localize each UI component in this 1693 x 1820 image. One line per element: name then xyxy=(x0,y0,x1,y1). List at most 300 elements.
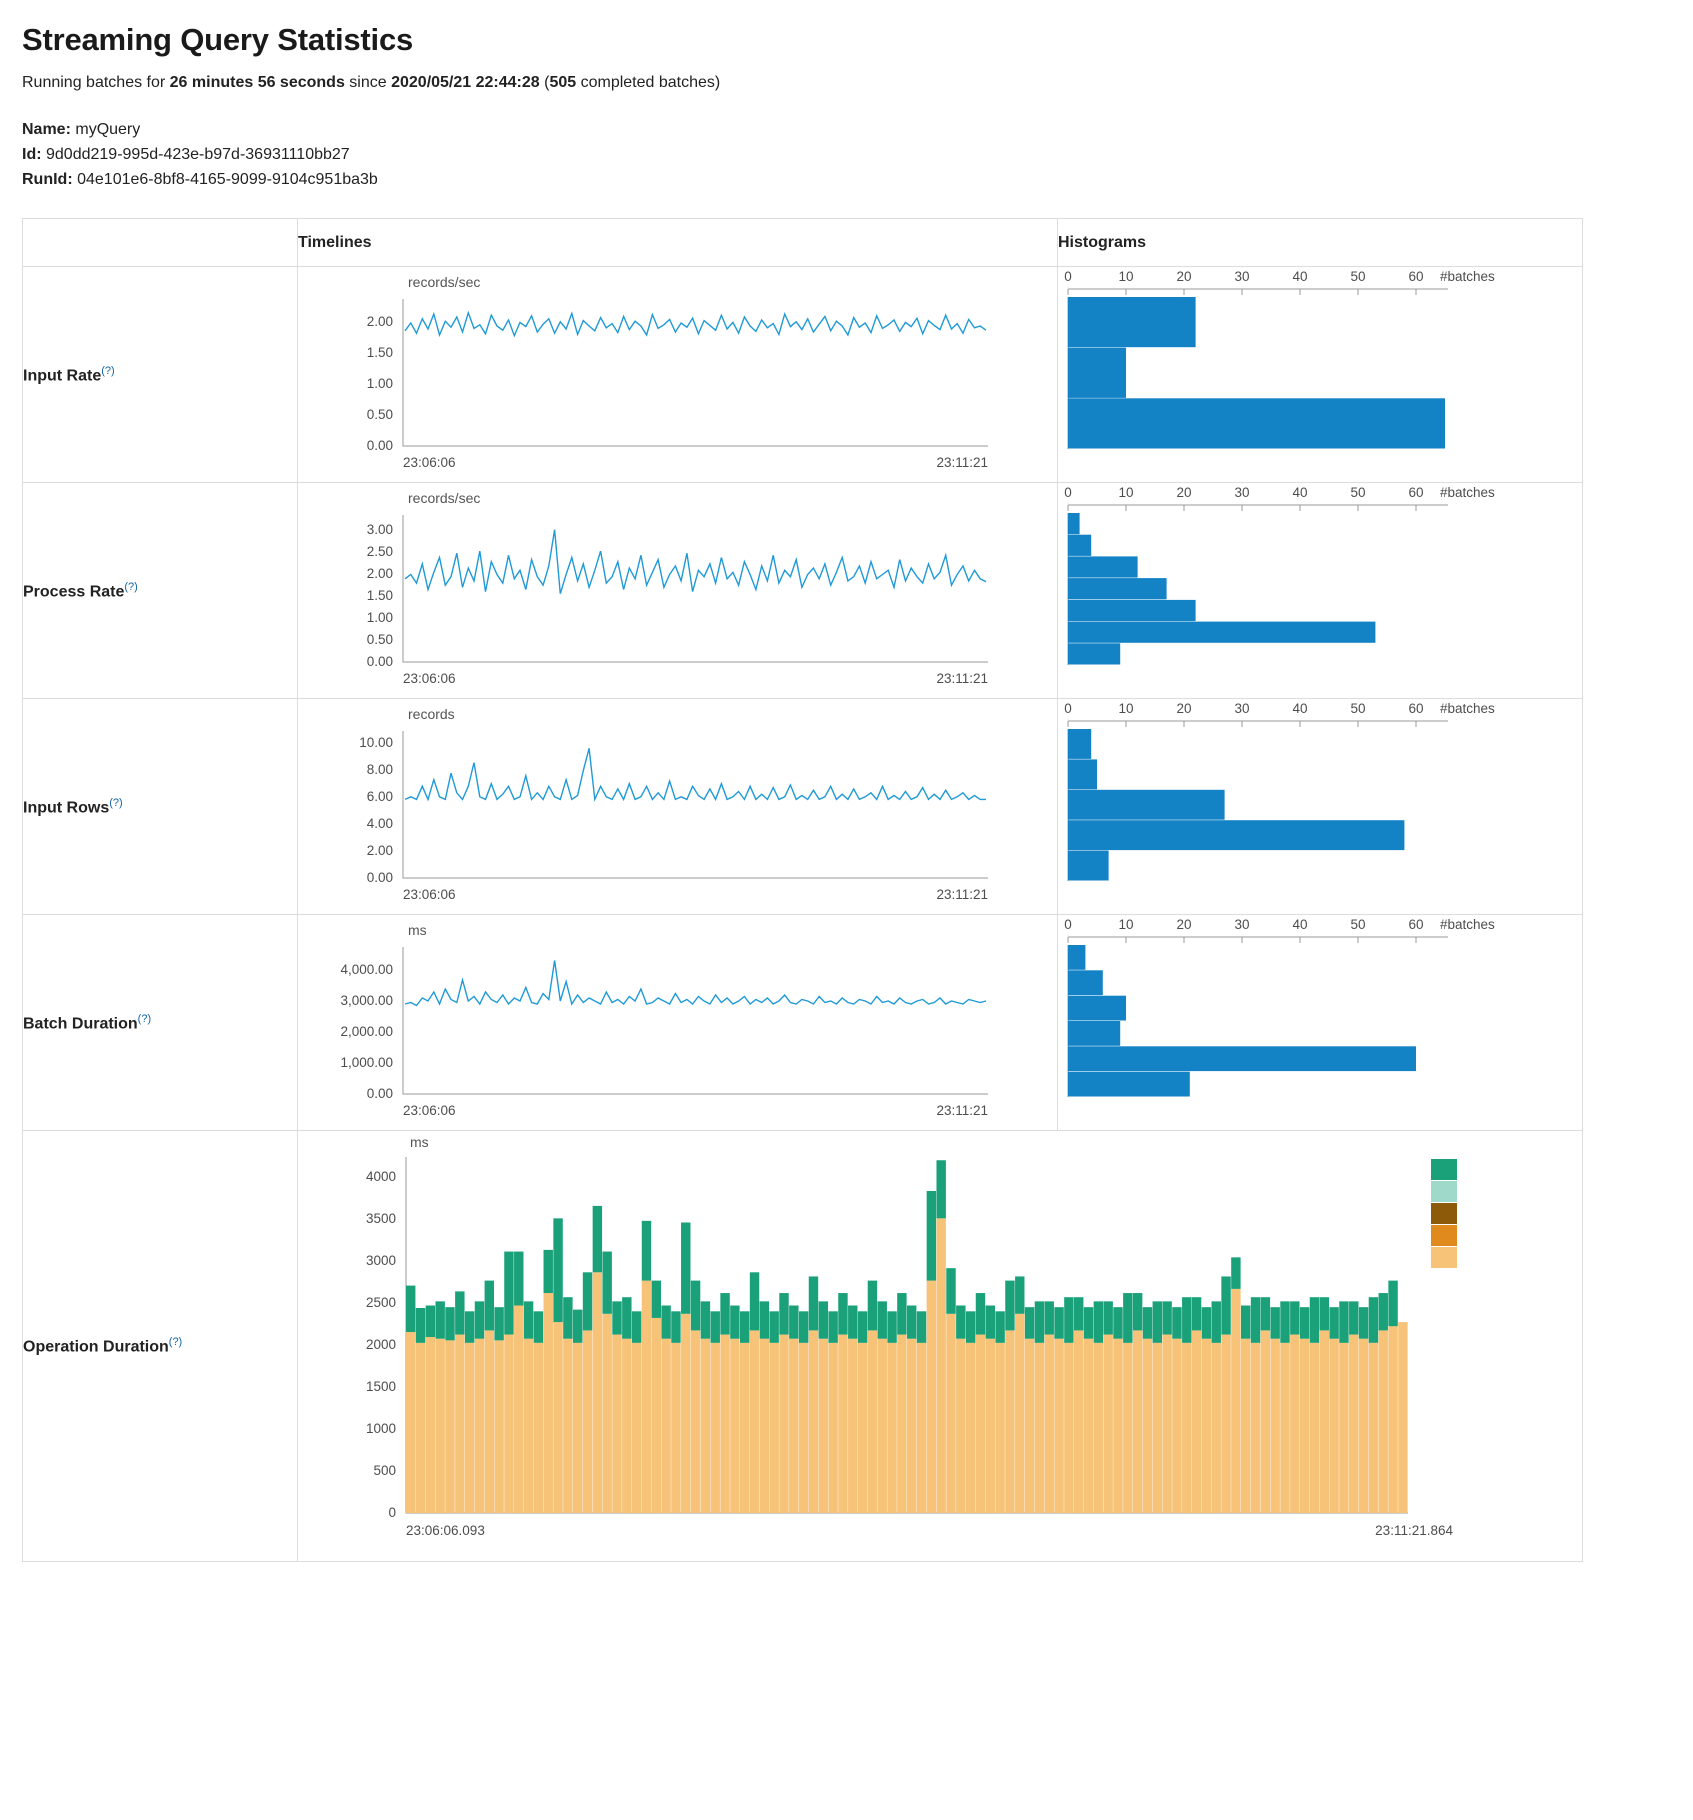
svg-text:50: 50 xyxy=(1350,701,1366,717)
operation-duration-bar-segment xyxy=(897,1293,906,1335)
cell-histogram-batch-duration xyxy=(1058,915,1583,1131)
operation-duration-bar-segment xyxy=(1251,1343,1260,1513)
histogram-bar xyxy=(1068,600,1196,621)
operation-duration-bar-segment xyxy=(1035,1343,1044,1513)
operation-duration-bar-segment xyxy=(917,1343,926,1513)
svg-text:3000: 3000 xyxy=(365,1253,396,1269)
operation-duration-bar-segment xyxy=(534,1312,543,1344)
batch-duration-timeline-svg xyxy=(298,915,1038,1130)
legend-swatch[interactable] xyxy=(1431,1181,1457,1202)
operation-duration-bar-segment xyxy=(1270,1308,1279,1340)
operation-duration-bar-segment xyxy=(1103,1302,1112,1335)
histogram-bar xyxy=(1068,729,1091,759)
operation-duration-bar-segment xyxy=(730,1306,739,1339)
x-tick-end: 23:11:21 xyxy=(936,671,988,687)
operation-duration-bar-segment xyxy=(1113,1308,1122,1340)
histogram-bar xyxy=(1068,348,1126,398)
input-rate-histogram-chart xyxy=(1058,267,1582,482)
histogram-bar xyxy=(1068,535,1091,556)
operation-duration-bar-segment xyxy=(1212,1302,1221,1344)
y-tick-labels xyxy=(366,1169,396,1520)
operation-duration-bar-segment xyxy=(426,1306,435,1338)
x-tick-end: 23:11:21 xyxy=(936,887,988,903)
operation-duration-bar-segment xyxy=(671,1312,680,1344)
operation-duration-bar-segment xyxy=(1300,1339,1309,1513)
meta-runid-value: 04e101e6-8bf8-4165-9099-9104c951ba3b xyxy=(77,170,378,188)
operation-duration-bar-segment xyxy=(1261,1298,1270,1331)
operation-duration-bar-segment xyxy=(769,1343,778,1513)
svg-text:50: 50 xyxy=(1350,269,1366,285)
svg-text:1.00: 1.00 xyxy=(366,376,393,392)
operation-duration-bar-segment xyxy=(465,1312,474,1344)
operation-duration-bar-segment xyxy=(858,1312,867,1344)
header-metric xyxy=(23,219,298,267)
operation-duration-bar-segment xyxy=(544,1293,553,1513)
operation-duration-bar-segment xyxy=(740,1312,749,1344)
svg-text:2.00: 2.00 xyxy=(366,314,393,330)
operation-duration-bar-segment xyxy=(514,1306,523,1514)
x-tick-start: 23:06:06 xyxy=(403,455,456,471)
x-tick-start: 23:06:06 xyxy=(403,1103,456,1119)
svg-text:30: 30 xyxy=(1234,269,1250,285)
operation-duration-bar-segment xyxy=(671,1343,680,1513)
operation-duration-bar-segment xyxy=(1349,1335,1358,1513)
hist-x-unit: #batches xyxy=(1440,917,1495,933)
cell-histogram-process-rate xyxy=(1058,483,1583,699)
operation-duration-bar-segment xyxy=(868,1331,877,1514)
svg-text:2000: 2000 xyxy=(365,1337,396,1353)
row-label-text: Input Rows xyxy=(23,799,110,817)
svg-text:4000: 4000 xyxy=(365,1169,396,1185)
meta-name-label: Name: xyxy=(22,121,71,138)
operation-duration-bar-segment xyxy=(563,1298,572,1340)
histogram-bar xyxy=(1068,513,1080,534)
operation-duration-bar-segment xyxy=(1379,1293,1388,1330)
operation-duration-bar-segment xyxy=(1192,1331,1201,1514)
operation-duration-bar-segment xyxy=(455,1292,464,1335)
histogram-bar xyxy=(1068,622,1375,643)
operation-duration-bar-segment xyxy=(1172,1308,1181,1340)
operation-duration-svg xyxy=(298,1131,1563,1561)
operation-duration-bar-segment xyxy=(465,1343,474,1513)
svg-text:20: 20 xyxy=(1176,485,1192,501)
operation-duration-bar-segment xyxy=(986,1306,995,1339)
operation-duration-bar-segment xyxy=(936,1161,945,1219)
svg-text:0: 0 xyxy=(1064,269,1072,285)
svg-text:10.00: 10.00 xyxy=(359,735,393,751)
operation-duration-bar-segment xyxy=(1359,1308,1368,1340)
svg-text:2.50: 2.50 xyxy=(366,544,393,560)
table-row xyxy=(23,267,1583,483)
operation-duration-bar-segment xyxy=(406,1332,415,1513)
svg-text:0.00: 0.00 xyxy=(366,1086,393,1102)
row-label-text: Operation Duration xyxy=(23,1338,169,1356)
operation-duration-bar-segment xyxy=(848,1339,857,1513)
svg-text:0.00: 0.00 xyxy=(366,870,393,886)
row-label-text: Input Rate xyxy=(23,367,102,385)
operation-duration-bar-segment xyxy=(514,1252,523,1306)
input-rate-timeline-chart xyxy=(298,267,1057,482)
operation-duration-bar-segment xyxy=(1133,1331,1142,1514)
svg-text:0: 0 xyxy=(1064,701,1072,717)
x-tick-start: 23:06:06.093 xyxy=(406,1523,485,1539)
operation-duration-bar-segment xyxy=(936,1219,945,1514)
operation-duration-bar-segment xyxy=(573,1343,582,1513)
running-prefix: Running batches for xyxy=(22,74,170,91)
operation-duration-bar-segment xyxy=(878,1302,887,1339)
svg-text:0.50: 0.50 xyxy=(366,407,393,423)
operation-duration-bar-segment xyxy=(416,1308,425,1343)
axes xyxy=(403,947,988,1094)
operation-duration-bar-segment xyxy=(1349,1302,1358,1335)
operation-duration-legend xyxy=(1431,1159,1457,1268)
svg-text:50: 50 xyxy=(1350,917,1366,933)
operation-duration-bar-segment xyxy=(691,1281,700,1331)
table-header xyxy=(23,219,1583,267)
operation-duration-bar-segment xyxy=(878,1339,887,1513)
statistics-table xyxy=(22,218,1583,1562)
histogram-bar xyxy=(1068,1047,1416,1072)
x-tick-end: 23:11:21.864 xyxy=(1375,1523,1453,1539)
operation-duration-bar-segment xyxy=(1025,1339,1034,1513)
operation-duration-bar-segment xyxy=(661,1306,670,1339)
meta-id-row xyxy=(22,143,1671,168)
svg-text:3,000.00: 3,000.00 xyxy=(340,993,393,1009)
svg-text:1000: 1000 xyxy=(365,1421,396,1437)
since-timestamp: 2020/05/21 22:44:28 xyxy=(391,74,540,91)
operation-duration-bar-segment xyxy=(1172,1339,1181,1513)
meta-runid-label: RunId: xyxy=(22,170,73,188)
operation-duration-bar-segment xyxy=(1398,1322,1407,1513)
y-unit-label: ms xyxy=(408,922,427,939)
svg-text:0.00: 0.00 xyxy=(366,438,393,454)
operation-duration-bar-segment xyxy=(907,1306,916,1339)
table-row xyxy=(23,483,1583,699)
operation-duration-bar-segment xyxy=(1231,1258,1240,1290)
operation-duration-bar-segment xyxy=(1162,1335,1171,1513)
row-label-text: Process Rate xyxy=(23,583,125,601)
y-tick-labels xyxy=(340,962,393,1101)
svg-text:30: 30 xyxy=(1234,485,1250,501)
x-tick-start: 23:06:06 xyxy=(403,671,456,687)
hist-x-unit: #batches xyxy=(1440,701,1495,717)
svg-text:0: 0 xyxy=(1064,917,1072,933)
input-rate-hist-svg xyxy=(1058,267,1558,482)
cell-timeline-batch-duration xyxy=(298,915,1058,1131)
operation-duration-bar-segment xyxy=(995,1343,1004,1513)
histogram-bar xyxy=(1068,945,1085,970)
operation-duration-bar-segment xyxy=(779,1335,788,1513)
operation-duration-bar-segment xyxy=(504,1335,513,1513)
operation-duration-bar-segment xyxy=(1202,1339,1211,1513)
histogram-bar xyxy=(1068,557,1138,578)
operation-duration-bar-segment xyxy=(828,1343,837,1513)
process-rate-timeline-svg xyxy=(298,483,1038,698)
svg-text:20: 20 xyxy=(1176,701,1192,717)
legend-swatch[interactable] xyxy=(1431,1203,1457,1224)
svg-text:0.00: 0.00 xyxy=(366,654,393,670)
y-unit-label: ms xyxy=(410,1134,429,1151)
operation-duration-bar-segment xyxy=(681,1314,690,1513)
operation-duration-bar-segment xyxy=(1221,1277,1230,1335)
operation-duration-bar-segment xyxy=(1084,1308,1093,1340)
cell-timeline-process-rate xyxy=(298,483,1058,699)
operation-duration-bar-segment xyxy=(1192,1298,1201,1331)
operation-duration-bar-segment xyxy=(1054,1308,1063,1340)
svg-text:30: 30 xyxy=(1234,917,1250,933)
svg-text:2.00: 2.00 xyxy=(366,566,393,582)
table-body xyxy=(23,267,1583,1562)
operation-duration-bar-segment xyxy=(946,1269,955,1315)
operation-duration-bar-segment xyxy=(1320,1298,1329,1331)
operation-duration-bar-segment xyxy=(1025,1308,1034,1340)
operation-duration-bar-segment xyxy=(1143,1308,1152,1340)
meta-runid-row xyxy=(22,168,1671,193)
operation-duration-bar-segment xyxy=(1329,1308,1338,1340)
input-rows-timeline-svg xyxy=(298,699,1038,914)
batches-open-paren: ( xyxy=(539,74,550,91)
operation-duration-bar-segment xyxy=(622,1298,631,1340)
operation-duration-bar-segment xyxy=(583,1331,592,1514)
operation-duration-bar-segment xyxy=(661,1339,670,1513)
cell-operation-duration xyxy=(298,1131,1583,1562)
operation-duration-bar-segment xyxy=(789,1339,798,1513)
operation-duration-bar-segment xyxy=(602,1314,611,1513)
operation-duration-bar-segment xyxy=(1182,1298,1191,1344)
operation-duration-bar-segment xyxy=(1339,1343,1348,1513)
svg-text:2,000.00: 2,000.00 xyxy=(340,1024,393,1040)
operation-duration-bar-segment xyxy=(652,1281,661,1318)
svg-text:60: 60 xyxy=(1408,485,1424,501)
batch-duration-timeline-chart xyxy=(298,915,1057,1130)
operation-duration-bar-segment xyxy=(1182,1343,1191,1513)
process-rate-histogram-chart xyxy=(1058,483,1582,698)
axes xyxy=(403,299,988,446)
svg-text:1,000.00: 1,000.00 xyxy=(340,1055,393,1071)
operation-duration-bar-segment xyxy=(1123,1343,1132,1513)
meta-id-label: Id: xyxy=(22,145,42,163)
operation-duration-bar-segment xyxy=(602,1252,611,1314)
operation-duration-bar-segment xyxy=(946,1314,955,1513)
help-icon[interactable]: (?) xyxy=(101,364,115,377)
operation-duration-bar-segment xyxy=(524,1302,533,1339)
y-tick-labels xyxy=(367,314,393,453)
operation-duration-bar-segment xyxy=(701,1302,710,1339)
operation-duration-bar-segment xyxy=(1074,1298,1083,1331)
svg-text:20: 20 xyxy=(1176,269,1192,285)
y-unit-label: records/sec xyxy=(408,490,481,507)
operation-duration-bar-segment xyxy=(838,1293,847,1335)
svg-text:0.50: 0.50 xyxy=(366,632,393,648)
operation-duration-bar-segment xyxy=(455,1335,464,1513)
operation-duration-bar-segment xyxy=(534,1343,543,1513)
running-batches-subtitle xyxy=(22,74,1671,92)
operation-duration-bar-segment xyxy=(799,1343,808,1513)
operation-duration-bar-segment xyxy=(819,1302,828,1339)
svg-text:2500: 2500 xyxy=(365,1295,396,1311)
operation-duration-bar-segment xyxy=(927,1281,936,1513)
operation-duration-bars xyxy=(406,1161,1408,1514)
hist-x-unit: #batches xyxy=(1440,269,1495,285)
operation-duration-bar-segment xyxy=(544,1250,553,1293)
svg-text:30: 30 xyxy=(1234,701,1250,717)
svg-text:4.00: 4.00 xyxy=(366,816,393,832)
operation-duration-bar-segment xyxy=(1064,1298,1073,1344)
operation-duration-bar-segment xyxy=(1074,1331,1083,1514)
operation-duration-bar-segment xyxy=(887,1343,896,1513)
axes xyxy=(403,515,988,662)
operation-duration-bar-segment xyxy=(730,1339,739,1513)
operation-duration-bar-segment xyxy=(573,1310,582,1343)
svg-text:0: 0 xyxy=(1064,485,1072,501)
svg-text:10: 10 xyxy=(1118,917,1134,933)
operation-duration-bar-segment xyxy=(1310,1298,1319,1344)
operation-duration-bar-segment xyxy=(789,1306,798,1339)
operation-duration-bar-segment xyxy=(897,1335,906,1513)
operation-duration-bar-segment xyxy=(1221,1335,1230,1513)
batch-duration-hist-bars xyxy=(1068,945,1416,1097)
svg-text:2.00: 2.00 xyxy=(366,843,393,859)
operation-duration-bar-segment xyxy=(1388,1281,1397,1327)
operation-duration-bar-segment xyxy=(917,1312,926,1344)
histogram-bar xyxy=(1068,399,1445,449)
process-rate-hist-bars xyxy=(1068,513,1375,665)
operation-duration-bar-segment xyxy=(720,1293,729,1335)
operation-duration-bar-segment xyxy=(750,1331,759,1514)
cell-histogram-input-rows xyxy=(1058,699,1583,915)
operation-duration-bar-segment xyxy=(593,1273,602,1514)
operation-duration-bar-segment xyxy=(966,1343,975,1513)
svg-text:1.50: 1.50 xyxy=(366,345,393,361)
help-icon[interactable]: (?) xyxy=(137,1012,152,1025)
cell-timeline-input-rate xyxy=(298,267,1058,483)
operation-duration-bar-segment xyxy=(1123,1293,1132,1343)
batches-suffix: completed batches) xyxy=(576,74,721,91)
table-row xyxy=(23,1131,1583,1562)
legend-swatch[interactable] xyxy=(1431,1159,1457,1180)
table-row xyxy=(23,915,1583,1131)
histogram-bar xyxy=(1068,760,1097,790)
help-icon[interactable]: (?) xyxy=(124,580,138,593)
operation-duration-bar-segment xyxy=(740,1343,749,1513)
row-label-text: Batch Duration xyxy=(23,1015,138,1033)
operation-duration-bar-segment xyxy=(828,1312,837,1344)
svg-text:500: 500 xyxy=(373,1463,396,1479)
operation-duration-bar-segment xyxy=(1103,1335,1112,1513)
legend-swatch[interactable] xyxy=(1431,1247,1457,1268)
meta-name-row xyxy=(22,118,1671,143)
operation-duration-bar-segment xyxy=(593,1206,602,1272)
page-title: Streaming Query Statistics xyxy=(22,22,414,57)
svg-text:10: 10 xyxy=(1118,485,1134,501)
operation-duration-bar-segment xyxy=(1094,1343,1103,1513)
operation-duration-bar-segment xyxy=(838,1335,847,1513)
header-timelines: Timelines xyxy=(298,219,1058,267)
y-unit-label: records xyxy=(408,706,455,723)
histogram-bar xyxy=(1068,578,1167,599)
svg-text:8.00: 8.00 xyxy=(366,762,393,778)
operation-duration-bar-segment xyxy=(1162,1302,1171,1335)
operation-duration-bar-segment xyxy=(445,1308,454,1341)
operation-duration-bar-segment xyxy=(1359,1339,1368,1513)
operation-duration-bar-segment xyxy=(848,1306,857,1339)
operation-duration-bar-segment xyxy=(1379,1331,1388,1514)
operation-duration-bar-segment xyxy=(1241,1306,1250,1339)
operation-duration-bar-segment xyxy=(1202,1308,1211,1340)
operation-duration-bar-segment xyxy=(1280,1302,1289,1344)
operation-duration-bar-segment xyxy=(819,1339,828,1513)
operation-duration-bar-segment xyxy=(1133,1293,1142,1330)
svg-text:60: 60 xyxy=(1408,701,1424,717)
svg-text:1500: 1500 xyxy=(365,1379,396,1395)
operation-duration-bar-segment xyxy=(681,1223,690,1314)
operation-duration-bar-segment xyxy=(1231,1289,1240,1513)
input-rate-series xyxy=(405,313,986,336)
operation-duration-bar-segment xyxy=(1388,1327,1397,1514)
cell-histogram-input-rate xyxy=(1058,267,1583,483)
row-label-input-rate xyxy=(23,267,298,483)
cell-timeline-input-rows xyxy=(298,699,1058,915)
operation-duration-bar-segment xyxy=(612,1302,621,1335)
operation-duration-bar-segment xyxy=(426,1337,435,1513)
x-tick-end: 23:11:21 xyxy=(936,455,988,471)
help-icon[interactable]: (?) xyxy=(109,796,123,809)
histogram-bar xyxy=(1068,1021,1120,1046)
operation-duration-bar-segment xyxy=(583,1273,592,1331)
row-label-batch-duration xyxy=(23,915,298,1131)
operation-duration-bar-segment xyxy=(1045,1335,1054,1513)
operation-duration-bar-segment xyxy=(1005,1281,1014,1331)
operation-duration-bar-segment xyxy=(416,1343,425,1513)
svg-text:0: 0 xyxy=(388,1505,396,1521)
svg-text:20: 20 xyxy=(1176,917,1192,933)
legend-swatch[interactable] xyxy=(1431,1225,1457,1246)
hist-x-ticks xyxy=(1064,485,1495,500)
svg-text:40: 40 xyxy=(1292,485,1308,501)
operation-duration-bar-segment xyxy=(799,1312,808,1344)
operation-duration-bar-segment xyxy=(750,1273,759,1331)
histogram-bar xyxy=(1068,790,1225,820)
svg-text:60: 60 xyxy=(1408,269,1424,285)
svg-text:3.00: 3.00 xyxy=(366,522,393,538)
operation-duration-bar-segment xyxy=(927,1191,936,1281)
help-icon[interactable]: (?) xyxy=(168,1336,183,1349)
operation-duration-bar-segment xyxy=(868,1281,877,1331)
operation-duration-bar-segment xyxy=(1290,1335,1299,1513)
histogram-bar xyxy=(1068,1072,1190,1097)
operation-duration-bar-segment xyxy=(760,1302,769,1339)
input-rows-hist-svg xyxy=(1058,699,1558,914)
operation-duration-bar-segment xyxy=(956,1339,965,1513)
operation-duration-bar-segment xyxy=(995,1312,1004,1344)
operation-duration-bar-segment xyxy=(1064,1343,1073,1513)
operation-duration-bar-segment xyxy=(642,1221,651,1281)
operation-duration-bar-segment xyxy=(1084,1339,1093,1513)
y-tick-labels xyxy=(367,522,393,669)
operation-duration-bar-segment xyxy=(966,1312,975,1344)
histogram-bar xyxy=(1068,971,1103,996)
operation-duration-bar-segment xyxy=(1310,1343,1319,1513)
input-rows-timeline-chart xyxy=(298,699,1057,914)
svg-text:40: 40 xyxy=(1292,701,1308,717)
operation-duration-bar-segment xyxy=(632,1312,641,1344)
operation-duration-bar-segment xyxy=(494,1308,503,1341)
row-label-input-rows xyxy=(23,699,298,915)
operation-duration-bar-segment xyxy=(1035,1302,1044,1344)
row-label-operation-duration xyxy=(23,1131,298,1562)
operation-duration-bar-segment xyxy=(956,1306,965,1339)
operation-duration-bar-segment xyxy=(1329,1339,1338,1513)
